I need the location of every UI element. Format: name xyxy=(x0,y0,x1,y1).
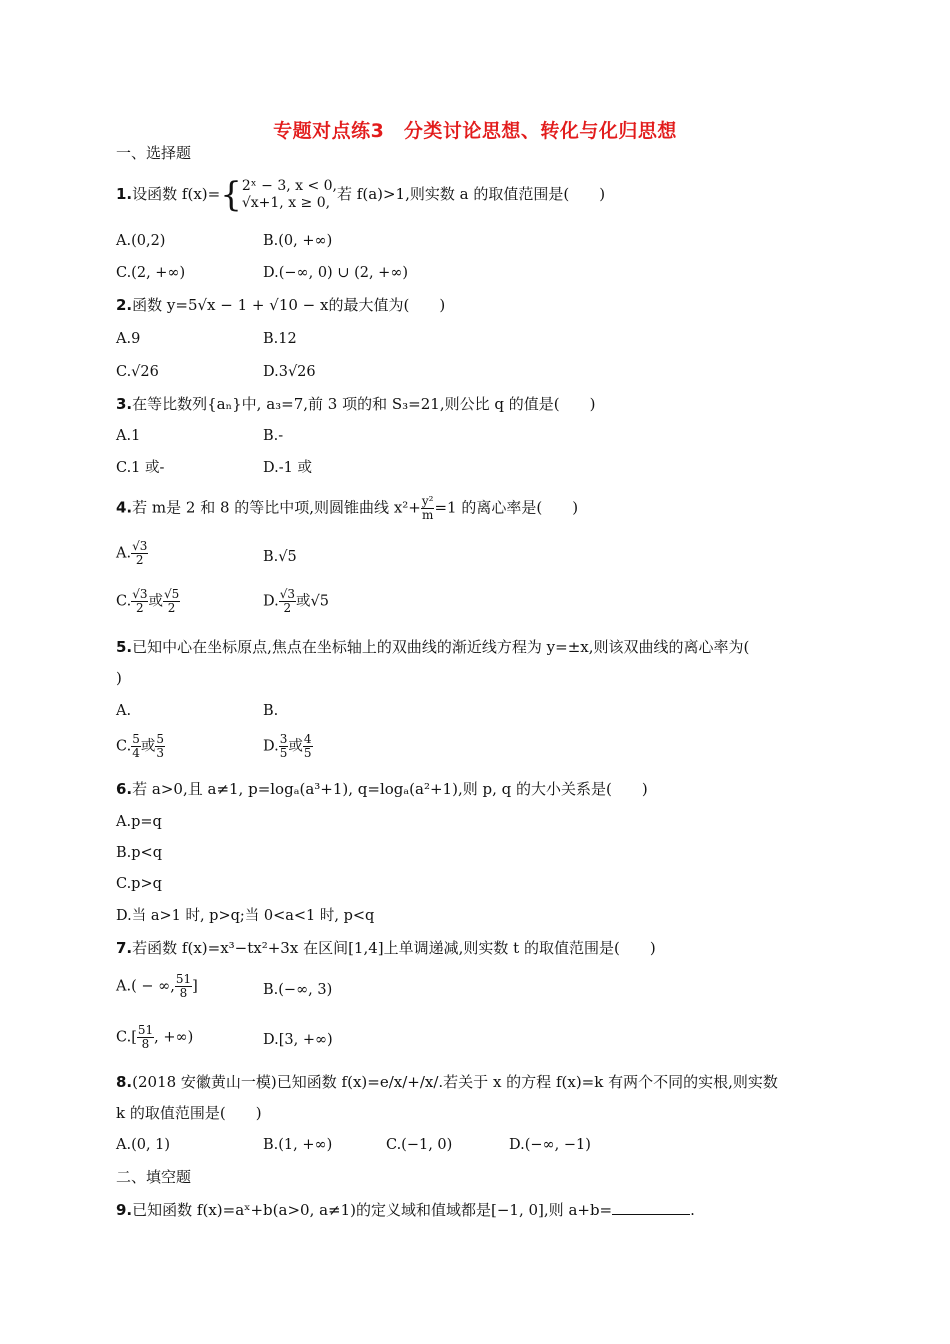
denominator: 2 xyxy=(167,601,176,615)
fraction xyxy=(163,588,180,615)
question-8 xyxy=(116,1072,778,1092)
section-choice-heading: 一、选择题 xyxy=(116,144,192,162)
question-number: 5. xyxy=(116,638,133,656)
or-text: 或 xyxy=(140,738,156,755)
option-c[interactable]: C.√26 xyxy=(116,364,159,380)
option-label: C. xyxy=(116,1029,132,1046)
question-number: 7. xyxy=(116,939,133,957)
bracket: [ xyxy=(131,1029,137,1046)
option-d[interactable] xyxy=(263,588,329,615)
question-number: 9. xyxy=(116,1201,133,1219)
option-c[interactable]: C.(2, +∞) xyxy=(116,265,186,281)
question-number: 4. xyxy=(116,498,133,517)
fraction xyxy=(279,733,289,760)
numerator: 5 xyxy=(156,732,164,746)
denominator: 2 xyxy=(135,553,144,567)
option-a[interactable]: A.(0,2) xyxy=(116,233,166,249)
numerator: 3 xyxy=(279,732,288,746)
option-c[interactable]: C.(−1, 0) xyxy=(386,1137,453,1153)
numerator: 4 xyxy=(303,732,312,746)
brace-icon: { xyxy=(220,175,242,215)
case-1: 2ˣ − 3, x < 0, xyxy=(241,178,338,194)
question-number: 3. xyxy=(116,395,133,413)
question-text: 函数 y=5√x − 1 + √10 − x的最大值为( ) xyxy=(132,296,446,314)
option-label: A. xyxy=(116,978,132,995)
interval-expr: , +∞) xyxy=(154,1029,194,1046)
option-b[interactable]: B.12 xyxy=(263,331,297,347)
option-label: C. xyxy=(116,593,132,610)
answer-blank[interactable] xyxy=(612,1200,690,1215)
question-text: =1 的离心率是( ) xyxy=(434,498,579,517)
option-a[interactable]: A.9 xyxy=(116,331,141,347)
question-5-continued: ) xyxy=(116,669,122,687)
fraction xyxy=(175,973,192,1000)
numerator: 5 xyxy=(132,732,140,746)
question-text: 设函数 f(x)= xyxy=(132,185,221,203)
fraction xyxy=(279,588,296,615)
option-b[interactable]: B.p<q xyxy=(116,845,162,861)
question-text: 已知函数 f(x)=aˣ+b(a>0, a≠1)的定义域和值域都是[−1, 0],则 a+b= xyxy=(132,1201,613,1219)
piecewise-cases xyxy=(242,178,337,212)
option-b[interactable]: B.√5 xyxy=(263,549,297,565)
question-text: 在等比数列{aₙ}中, a₃=7,前 3 项的和 S₃=21,则公比 q 的值是( ) xyxy=(132,395,596,413)
question-2 xyxy=(116,295,445,315)
question-4 xyxy=(116,495,578,522)
period: . xyxy=(690,1201,695,1219)
denominator: m xyxy=(421,508,434,522)
option-label: D. xyxy=(263,593,279,610)
question-text: 若 m是 2 和 8 的等比中项,则圆锥曲线 x²+ xyxy=(132,498,421,517)
option-d[interactable]: D.当 a>1 时, p>q;当 0<a<1 时, p<q xyxy=(116,908,375,924)
question-7 xyxy=(116,938,656,958)
question-5 xyxy=(116,637,749,657)
or-text: 或 xyxy=(148,593,163,610)
fraction xyxy=(131,733,141,760)
question-1 xyxy=(116,175,606,215)
option-a[interactable] xyxy=(116,540,148,567)
question-8-continued: k 的取值范围是( ) xyxy=(116,1104,262,1122)
option-c[interactable]: C.1 或- xyxy=(116,460,165,476)
option-b[interactable]: B.(−∞, 3) xyxy=(263,982,333,998)
question-6 xyxy=(116,779,648,799)
question-text: 若函数 f(x)=x³−tx²+3x 在区间[1,4]上单调递减,则实数 t 的取值范围是( ) xyxy=(132,939,656,957)
fraction xyxy=(137,1024,154,1051)
option-d[interactable]: D.(−∞, 0) ∪ (2, +∞) xyxy=(263,265,409,281)
section-fill-heading: 二、填空题 xyxy=(116,1168,192,1186)
fraction xyxy=(131,588,148,615)
question-number: 8. xyxy=(116,1073,133,1091)
option-d[interactable]: D.-1 或 xyxy=(263,460,312,476)
option-label: D. xyxy=(263,738,279,755)
numerator: √3 xyxy=(132,587,148,601)
option-c[interactable] xyxy=(116,1024,193,1051)
question-number: 2. xyxy=(116,296,133,314)
denominator: 2 xyxy=(136,601,144,615)
denominator: 3 xyxy=(156,746,164,760)
fraction xyxy=(303,733,313,760)
option-b[interactable]: B.(1, +∞) xyxy=(263,1137,333,1153)
question-number: 1. xyxy=(116,185,133,203)
option-c[interactable] xyxy=(116,588,180,615)
option-a[interactable]: A.(0, 1) xyxy=(116,1137,171,1153)
page-title: 专题对点练3 分类讨论思想、转化与化归思想 xyxy=(273,120,677,142)
option-a[interactable] xyxy=(116,973,198,1000)
fraction xyxy=(421,495,435,522)
denominator: 8 xyxy=(141,1037,150,1051)
option-c[interactable] xyxy=(116,733,165,760)
numerator: √3 xyxy=(132,539,148,553)
option-a[interactable]: A.p=q xyxy=(116,814,162,830)
numerator: √3 xyxy=(279,587,295,601)
question-text: (2018 安徽黄山一模)已知函数 f(x)=e/x/+/x/.若关于 x 的方程 f(x)=k 有两个不同的实根,则实数 xyxy=(132,1073,778,1091)
option-label: A. xyxy=(116,545,132,562)
denominator: 4 xyxy=(132,746,140,760)
option-label: C. xyxy=(116,738,132,755)
question-3 xyxy=(116,394,595,414)
option-c[interactable]: C.p>q xyxy=(116,876,162,892)
fraction xyxy=(155,733,165,760)
question-9 xyxy=(116,1200,695,1220)
question-number: 6. xyxy=(116,780,133,798)
or-text: 或√5 xyxy=(296,593,329,610)
option-d[interactable]: D.3√26 xyxy=(263,364,316,380)
option-a[interactable]: A.1 xyxy=(116,428,141,444)
numerator: √5 xyxy=(163,587,180,601)
option-b[interactable]: B.- xyxy=(263,428,284,444)
bracket: ] xyxy=(192,978,198,995)
denominator: 5 xyxy=(303,746,312,760)
option-d[interactable]: D.[3, +∞) xyxy=(263,1032,333,1048)
question-text: 已知中心在坐标原点,焦点在坐标轴上的双曲线的渐近线方程为 y=±x,则该双曲线的离心率为( xyxy=(132,638,750,656)
numerator: 51 xyxy=(175,972,192,986)
numerator: y² xyxy=(421,494,434,508)
denominator: 2 xyxy=(283,601,292,615)
interval-expr: ( − ∞, xyxy=(131,978,175,995)
or-text: 或 xyxy=(288,738,303,755)
option-a[interactable]: A. xyxy=(116,703,132,719)
option-b[interactable]: B.(0, +∞) xyxy=(263,233,333,249)
case-2: √x+1, x ≥ 0, xyxy=(241,195,331,211)
denominator: 8 xyxy=(179,986,188,1000)
denominator: 5 xyxy=(279,746,288,760)
question-text: 若 a>0,且 a≠1, p=logₐ(a³+1), q=logₐ(a²+1),则 p, q 的大小关系是( ) xyxy=(132,780,648,798)
fraction xyxy=(131,540,148,567)
option-d[interactable] xyxy=(263,733,313,760)
option-b[interactable]: B. xyxy=(263,703,279,719)
numerator: 51 xyxy=(137,1023,154,1037)
question-text: 若 f(a)>1,则实数 a 的取值范围是( ) xyxy=(337,185,606,203)
option-d[interactable]: D.(−∞, −1) xyxy=(509,1137,591,1153)
